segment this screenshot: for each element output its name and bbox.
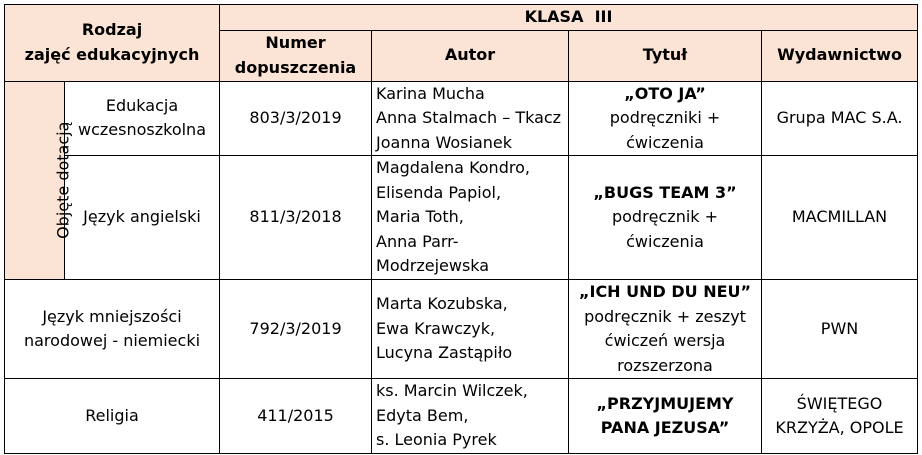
wydawnictwo-line: Grupa MAC S.A. xyxy=(776,108,903,127)
tytul-main: „PRZYJMUJEMY PANA JEZUSA” xyxy=(596,393,734,437)
rodzaj-cell xyxy=(5,280,220,379)
wydawnictwo-line: PWN xyxy=(820,318,859,338)
autor-line: Lucyna Zastąpiło xyxy=(376,343,513,363)
tytul-main: „OTO JA” xyxy=(624,83,706,103)
header-autor: Autor xyxy=(372,30,569,81)
autor-line: Ewa Krawczyk, xyxy=(376,318,496,338)
rodzaj-line: wczesnoszkolna xyxy=(78,120,206,140)
autor-cell xyxy=(372,280,569,379)
tytul-sub-line: podręcznik + zeszyt xyxy=(584,306,746,326)
tytul-sub-line: ćwiczenia xyxy=(626,231,704,251)
tytul-sub-line: rozszerzona xyxy=(617,355,713,375)
rodzaj-cell xyxy=(65,156,220,280)
tytul-cell xyxy=(569,81,762,156)
autor-line: Marta Kozubska, xyxy=(376,294,508,314)
table-row xyxy=(5,379,918,454)
wydawnictwo-cell xyxy=(762,280,918,379)
numer-cell: 792/3/2019 xyxy=(220,280,372,379)
autor-line: Magdalena Kondro, xyxy=(376,158,530,178)
wydawnictwo-cell xyxy=(762,81,918,156)
tytul-sub-line: podręcznik + xyxy=(611,207,719,227)
rodzaj-cell xyxy=(5,379,220,454)
autor-line: Anna Parr- xyxy=(376,231,459,251)
autor-line: Modrzejewska xyxy=(376,256,490,276)
autor-line: Anna Stalmach – Tkacz xyxy=(376,108,562,127)
numer-cell: 811/3/2018 xyxy=(220,156,372,280)
table-row xyxy=(5,156,918,280)
autor-line: Joanna Wosianek xyxy=(376,132,513,152)
textbook-table xyxy=(4,4,918,454)
wydawnictwo-line: KRZYŻA, OPOLE xyxy=(775,418,904,437)
numer-cell: 411/2015 xyxy=(220,379,372,454)
autor-line: Maria Toth, xyxy=(376,207,464,227)
tytul-sub-line: ćwiczenia xyxy=(626,132,704,152)
autor-cell xyxy=(372,81,569,156)
tytul-cell xyxy=(569,379,762,454)
autor-line: Edyta Bem, xyxy=(376,405,469,425)
header-tytul: Tytuł xyxy=(569,30,762,81)
numer-cell: 803/3/2019 xyxy=(220,81,372,156)
group-label: Objęte dotacją xyxy=(53,121,73,239)
tytul-cell xyxy=(569,156,762,280)
wydawnictwo-cell xyxy=(762,156,918,280)
header-numer-line2: dopuszczenia xyxy=(234,57,357,77)
group-label-cell xyxy=(5,81,73,280)
table-row xyxy=(5,280,918,379)
autor-line: ks. Marcin Wilczek, xyxy=(376,381,528,401)
tytul-main: „BUGS TEAM 3” xyxy=(593,182,737,202)
wydawnictwo-line: ŚWIĘTEGO xyxy=(796,393,883,413)
wydawnictwo-cell xyxy=(762,379,918,454)
tytul-sub-line: ćwiczeń wersja xyxy=(604,331,726,350)
header-rodzaj-line1: Rodzaj xyxy=(81,20,143,40)
autor-line: s. Leonia Pyrek xyxy=(376,430,497,450)
wydawnictwo-line: MACMILLAN xyxy=(791,207,888,227)
rodzaj-cell xyxy=(65,81,220,156)
table-row xyxy=(5,81,918,156)
rodzaj-line: narodowej - niemiecki xyxy=(23,331,201,350)
header-numer-line1: Numer xyxy=(265,33,326,52)
autor-cell xyxy=(372,156,569,280)
rodzaj-line: Religia xyxy=(85,405,139,425)
header-wydawnictwo: Wydawnictwo xyxy=(762,30,918,81)
autor-line: Karina Mucha xyxy=(376,83,485,103)
header-numer xyxy=(220,30,372,81)
rodzaj-line: Edukacja xyxy=(105,95,179,115)
header-rodzaj-line2: zajęć edukacyjnych xyxy=(24,44,200,64)
header-rodzaj xyxy=(5,5,220,82)
tytul-sub-line: podręczniki + xyxy=(609,108,721,127)
tytul-cell xyxy=(569,280,762,379)
autor-line: Elisenda Papiol, xyxy=(376,182,502,202)
tytul-main: „ICH UND DU NEU” xyxy=(578,282,752,301)
autor-cell xyxy=(372,379,569,454)
rodzaj-line: Język mniejszości xyxy=(42,306,182,326)
header-klasa: KLASA III xyxy=(220,5,918,31)
rodzaj-line: Język angielski xyxy=(83,207,201,227)
